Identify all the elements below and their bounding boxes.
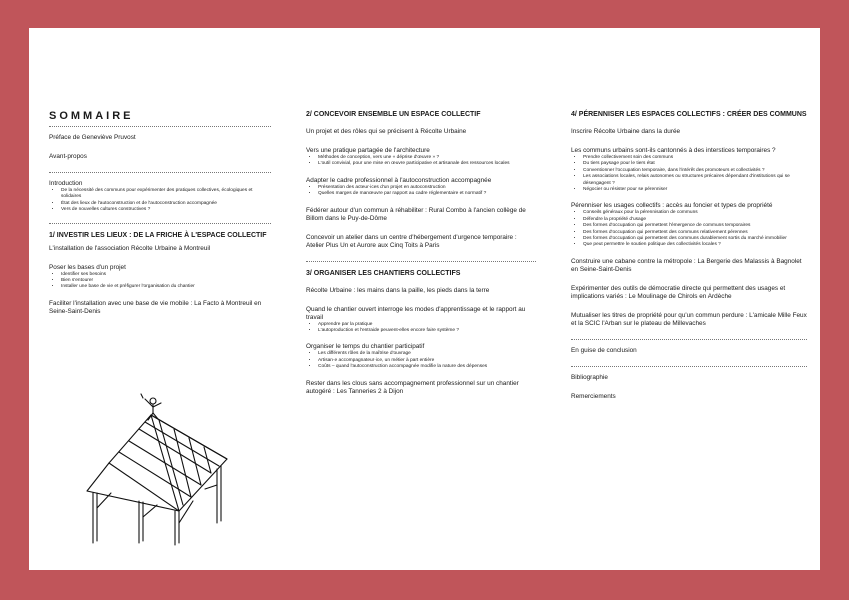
toc-entry[interactable]: Les communs urbains sont-ils cantonnés à des interstices temporaires ? [571, 147, 776, 154]
part4-heading[interactable]: 4/ PÉRENNISER LES ESPACES COLLECTIFS : CRÉER DES COMMUNS [571, 111, 807, 118]
toc-entry[interactable]: Mutualiser les titres de propriété pour qu'un commun perdure : L'amicale Mille Feux et la SCIC l'Arban sur le plateau de Millevaches [571, 311, 807, 327]
toc-subitem: • L'outil convivial, pour une mise en œuvre participative et artisanale des ressources locales [318, 161, 536, 167]
toc-entry[interactable]: Adapter le cadre professionnel à l'autoconstruction accompagnée [306, 176, 492, 184]
toc-entry[interactable]: Récolte Urbaine : les mains dans la paille, les pieds dans la terre [306, 286, 490, 294]
toc-entry[interactable]: Un projet et des rôles qui se précisent à Récolte Urbaine [306, 128, 467, 135]
toc-subitem: • Du tiers paysage pour le tiers état [583, 161, 807, 167]
toc-entry[interactable]: Expérimenter des outils de démocratie directe qui permettent des usages et implications variés : Le Moulinage de Chirols en Ardèche [571, 284, 786, 300]
toc-entry[interactable]: Poser les bases d'un projet [49, 263, 126, 271]
toc-subitem: • Des formes d'occupation qui permettent des communs durablement sortis du marché immobilier [583, 236, 807, 242]
toc-subitem: • Identifier ses besoins [61, 272, 271, 278]
toc-subitem: • Défendre la propriété d'usage [583, 217, 807, 223]
toc-subitem: • L'autoproduction et l'entraide peuvent-elles encore faire système ? [318, 328, 536, 334]
sommaire-title: SOMMAIRE [49, 110, 134, 122]
toc-entry[interactable]: Pérenniser les usages collectifs : accès au foncier et types de propriété [571, 202, 773, 210]
part3-heading[interactable]: 3/ ORGANISER LES CHANTIERS COLLECTIFS [306, 269, 461, 277]
toc-subitem: • Des formes d'occupation qui permettent l'émergence de communs temporaires [583, 223, 807, 229]
toc-subitem: • Les différents rôles de la maîtrise d'ouvrage [318, 351, 536, 357]
toc-page [29, 28, 820, 570]
toc-entry[interactable]: Faciliter l'installation avec une base de vie mobile : La Facto à Montreuil en Seine-Saint-Denis [49, 299, 262, 315]
toc-subitem: • Apprendre par la pratique [318, 322, 536, 328]
preface-entry[interactable]: Préface de Geneviève Pruvost [49, 134, 136, 141]
toc-subitem: • Des formes d'occupation qui permettent des communs relativement pérennes [583, 230, 807, 236]
remerciements-entry[interactable]: Remerciements [571, 392, 616, 400]
divider [49, 223, 271, 224]
intro-entry[interactable]: Introduction [49, 180, 83, 187]
toc-subitem: • Négocier ou résister pour se pérenniser [583, 187, 807, 193]
toc-subitem: • Quelles marges de manœuvre par rapport au cadre réglementaire et normatif ? [318, 191, 536, 197]
divider [49, 126, 271, 127]
toc-entry[interactable]: Fédérer autour d'un commun à réhabiliter : Rural Combo à l'ancien collège de Billom dans le Puy-de-Dôme [306, 206, 526, 222]
toc-subitems [49, 272, 271, 291]
toc-column-1 [49, 110, 271, 327]
toc-entry[interactable]: Construire une cabane contre la métropole : La Bergerie des Malassis à Bagnolet en Seine-Saint-Denis [571, 257, 802, 273]
toc-subitems [306, 351, 536, 370]
toc-subitems [306, 185, 536, 198]
divider [571, 339, 807, 340]
toc-subitem: • Méthodes de conception, vers une « déprise d'œuvre » ? [318, 155, 536, 161]
toc-column-3 [571, 110, 807, 412]
toc-subitem: • Conseils généraux pour la pérennisation de communs [583, 210, 807, 216]
toc-entry[interactable]: Organiser le temps du chantier participatif [306, 343, 425, 351]
bibliographie-entry[interactable]: Bibliographie [571, 373, 608, 381]
toc-subitem: • Que peut permettre le soutien politique des collectivités locales ? [583, 242, 807, 248]
toc-subitem: • Installer une base de vie et préfigurer l'organisation du chantier [61, 284, 271, 290]
part2-heading[interactable]: 2/ CONCEVOIR ENSEMBLE UN ESPACE COLLECTIF [306, 111, 481, 118]
toc-column-2 [306, 110, 536, 407]
conclusion-entry[interactable]: En guise de conclusion [571, 346, 637, 354]
toc-subitems [571, 210, 807, 248]
toc-subitems [571, 155, 807, 193]
toc-entry[interactable]: Quand le chantier ouvert interroge les modes d'apprentissage et le rapport au travail [306, 305, 526, 321]
toc-entry[interactable]: Vers une pratique partagée de l'architecture [306, 147, 430, 154]
divider [571, 366, 807, 367]
toc-entry[interactable]: L'installation de l'association Récolte Urbaine à Montreuil [49, 244, 211, 252]
divider [306, 261, 536, 262]
toc-subitem: • Artisan·e accompagnateur·ice, un métier à part entière [318, 358, 536, 364]
toc-entry[interactable]: Rester dans les clous sans accompagnement professionnel sur un chantier autogéré : Les Tanneries 2 à Dijon [306, 379, 519, 395]
part1-heading[interactable]: 1/ INVESTIR LES LIEUX : DE LA FRICHE À L'ESPACE COLLECTIF [49, 231, 267, 239]
toc-subitem: • Les associations locales, relais autonomes ou structures précaires dépendant d'institutions qui se désengagent ? [583, 174, 807, 187]
toc-subitem: • Présentation des acteur·ices d'un projet en autoconstruction [318, 185, 536, 191]
toc-subitem: • Bien s'entourer [61, 278, 271, 284]
toc-subitem: • Coûts – quand l'autoconstruction accompagnée modifie la nature des dépenses [318, 364, 536, 370]
avant-propos-entry[interactable]: Avant-propos [49, 153, 87, 160]
toc-subitem: • Conventionner l'occupation temporaire, dans l'intérêt des promoteurs et collectivités ? [583, 168, 807, 174]
toc-subitem: • État des lieux de l'autoconstruction et de l'autoconstruction accompagnée [61, 201, 271, 207]
intro-subitems [49, 188, 271, 214]
toc-subitems [306, 155, 536, 168]
timber-frame-figure-icon [79, 393, 229, 548]
toc-subitem: • De la nécessité des communs pour expérimenter des pratiques collectives, écologiques et solidaires [61, 188, 271, 201]
toc-entry[interactable]: Inscrire Récolte Urbaine dans la durée [571, 128, 681, 135]
toc-subitems [306, 322, 536, 335]
toc-subitem: • Vers de nouvelles cultures constructives ? [61, 207, 271, 213]
toc-subitem: • Prendre collectivement soin des communs [583, 155, 807, 161]
toc-entry[interactable]: Concevoir un atelier dans un centre d'hébergement d'urgence temporaire : Atelier Plus Un et Aurore aux Cinq Toits à Paris [306, 233, 517, 249]
divider [49, 172, 271, 173]
